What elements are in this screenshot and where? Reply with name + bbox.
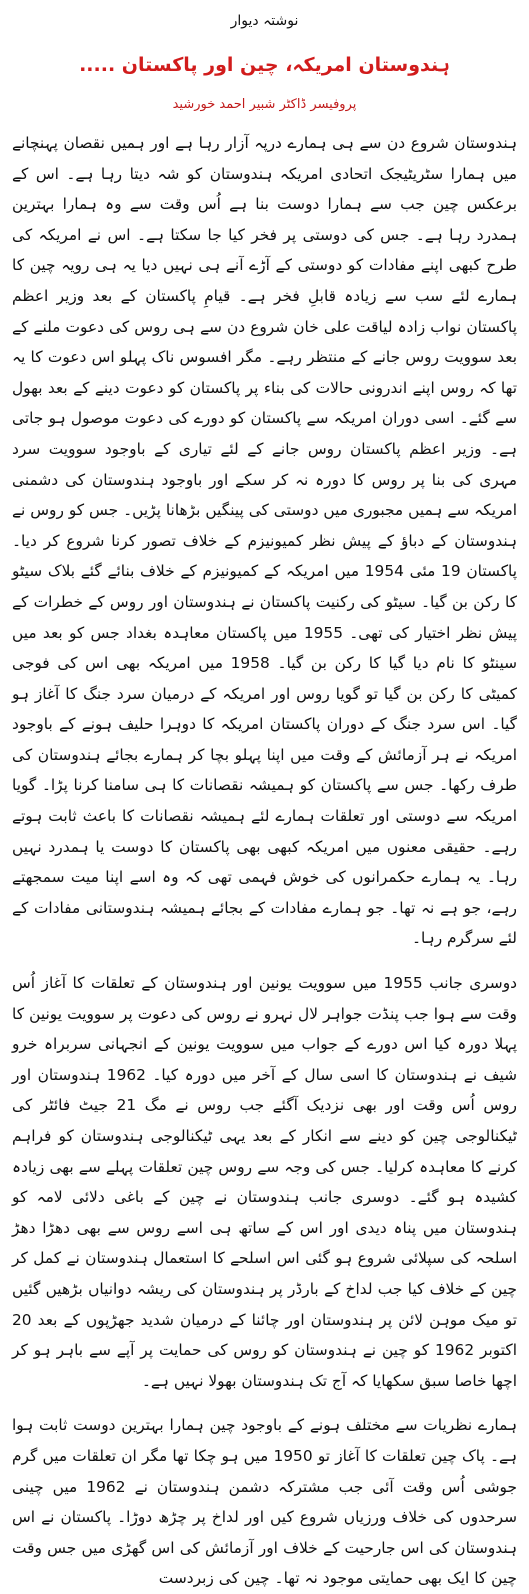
paragraph: ہمارے نظریات سے مختلف ہونے کے باوجود چین ہمارا بہترین دوست ثابت ہوا ہے۔ پاک چین تعلقات کا آغاز تو 1950 میں ہو چکا تھا مگر ان تعلقات میں گرم جوشی اُس وقت آئی جب مشترکہ دشمن ہندوستان نے 1962 میں چینی سرحدوں کی خلاف ورزیاں شروع کیں اور لداخ پر چڑھ دوڑا۔ پاکستان نے اس ہندوستان کی اس جارحیت کے خلاف اور آزمائش کی اس گھڑی میں جس وقت چین کا ایک بھی حمایتی موجود نہ تھا۔ چین کی زبردست <box>12 1416 518 1588</box>
column-name: نوشتہ دیوار <box>230 13 299 29</box>
article-page <box>0 8 529 1594</box>
article-title: ہندوستان امریکہ، چین اور پاکستان ..... <box>79 54 450 76</box>
paragraph: ہندوستان شروع دن سے ہی ہمارے درپہ آزار رہا ہے اور ہمیں نقصان پہنچانے میں ہمارا سٹریٹیجک اتحادی امریکہ ہندوستان کو شہ دیتا رہا ہے۔ اس کے برعکس چین جب سے ہمارا دوست بنا ہے اُس وقت سے وہ ہمارا بہترین ہمدرد رہا ہے۔ جس کی دوستی پر فخر کیا جا سکتا ہے۔ اس نے امریکہ کی طرح کبھی اپنے مفادات کو دوستی کے آڑے آنے ہی نہیں دیا یہ ہی رویہ چین کا ہمارے لئے سب سے زیادہ قابلِ فخر ہے۔ قیامِ پاکستان کے بعد وزیر اعظم پاکستان نواب زادہ لیاقت علی خان شروع دن سے ہی روس کی دعوت ملنے کے بعد سوویت روس جانے کے منتظر رہے۔ مگر افسوس ناک پہلو اس دعوت کا یہ تھا کہ روس اپنے اندرونی حالات کی بناء پر پاکستان کو دعوت دینے کے بعد بھول سے گئے۔ اسی دوران امریکہ سے پاکستان کو دورے کی دعوت موصول ہو جاتی ہے۔ وزیر اعظم پاکستان روس جانے کے لئے تیاری کے باوجود سوویت سرد مہری کی بنا پر روس کا دورہ نہ کر سکے اور باوجود ہندوستان کی دشمنی امریکہ سے ہمیں مجبوری میں دوستی کی پینگیں بڑھانا پڑیں۔ جس کو روس نے ہندوستان کے دباؤ کے پیش نظر کمیونیزم کے خلاف تصور کرنا شروع کر دیا۔ پاکستان 19 مئی 1954 میں امریکہ کے کمیونیزم کے خلاف بنائے گئے بلاک سیٹو کا رکن بن گیا۔ سیٹو کی رکنیت پاکستان نے ہندوستان اور روس کے خطرات کے پیش نظر اختیار کی تھی۔ 1955 میں پاکستان معاہدہ بغداد جس کو بعد میں سینٹو کا نام دیا گیا کا رکن بن گیا۔ 1958 میں امریکہ بھی اس کی فوجی کمیٹی کا رکن بن گیا تو گویا روس اور امریکہ کے درمیان سرد جنگ کا آغاز ہو گیا۔ اس سرد جنگ کے دوران پاکستان امریکہ کا دوہرا حلیف ہونے کے باوجود امریکہ نے ہر آزمائش کے وقت میں اپنا پہلو بچا کر ہمارے بجائے ہندوستان کی طرف رکھا۔ جس سے پاکستان کو ہمیشہ نقصانات کا ہی سامنا کرنا پڑا۔ گویا امریکہ سے دوستی اور تعلقات ہمارے لئے ہمیشہ نقصانات کا باعث ثابت ہوتے رہے۔ حقیقی معنوں میں امریکہ کبھی بھی پاکستان کا دوست یا ہمدرد نہیں رہا۔ یہ ہمارے حکمرانوں کی خوش فہمی تھی کہ وہ اسے اپنا میت سمجھتے رہے، جو ہے نہ تھا۔ جو ہمارے مفادات کے بجائے ہمیشہ ہندوستانی مفادات کے لئے سرگرم رہا۔ <box>12 134 518 948</box>
author-byline: پروفیسر ڈاکٹر شبیر احمد خورشید <box>172 97 357 112</box>
paragraph: دوسری جانب 1955 میں سوویت یونین اور ہندوستان کے تعلقات کا آغاز اُس وقت سے ہوا جب پنڈت جواہر لال نہرو نے روس کی دعوت پر سوویت یونین کا پہلا دورہ کیا اس دورے کے جواب میں سوویت یونین کے انجہانی سربراہ خرو شیف نے ہندوستان کا اسی سال کے آخر میں دورہ کیا۔ 1962 ہندوستان اور روس اُس وقت اور بھی نزدیک آگئے جب روس نے مگ 21 جیٹ فائٹر کی ٹیکنالوجی چین کو دینے سے انکار کے بعد یہی ٹیکنالوجی ہندوستان کو فراہم کرنے کا معاہدہ کرلیا۔ جس کی وجہ سے روس چین تعلقات پہلے سے بھی زیادہ کشیدہ ہو گئے۔ دوسری جانب ہندوستان نے چین کے باغی دلائی لامہ کو ہندوستان میں پناہ دیدی اور اس کے ساتھ ہی اسے روس سے بھی دھڑا دھڑ اسلحہ کی سپلائی شروع ہو گئی اس اسلحے کا استعمال ہندوستان نے کمل کر چین کے خلاف کیا جب لداخ کے بارڈر پر ہندوستان کی ریشہ دوانیاں بڑھیں گئیں تو میک موہن لائن پر ہندوستان اور چائنا کے درمیان شدید جھڑپوں کے بعد 20 اکتوبر 1962 کو چین نے ہندوستان کو روس کی حمایت پر آپے سے باہر ہو کر اچھا خاصا سبق سکھایا کہ آج تک ہندوستان بھولا نہیں ہے۔ <box>12 974 517 1390</box>
article-body <box>0 128 529 1594</box>
